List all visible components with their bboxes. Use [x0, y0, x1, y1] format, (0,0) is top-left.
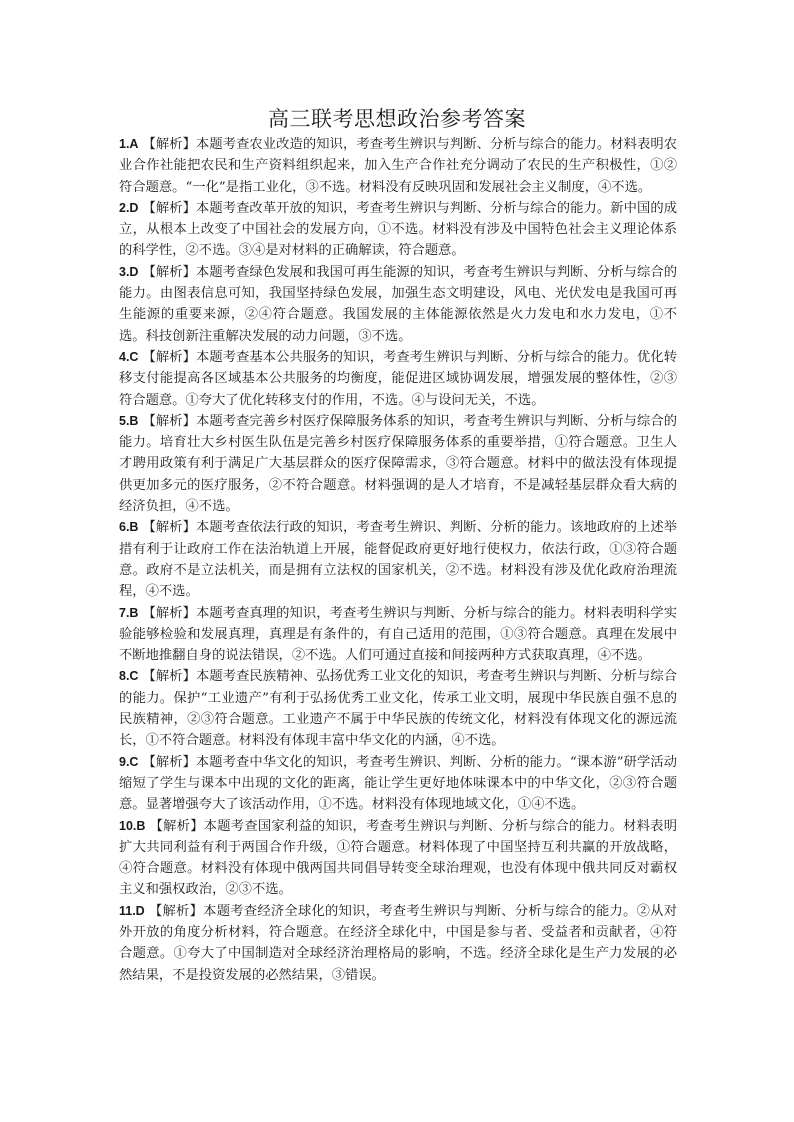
answer-number: 7.B: [119, 605, 139, 620]
answer-explanation: 【解析】本题考查中华文化的知识，考查考生辨识、判断、分析的能力。“课本游”研学活动缩短了学生与课本中出现的文化的距离，能让学生更好地体味课本中的中华文化，②③符合题意。显著增强夸大了该活动作用，①不选。材料没有体现地域文化，①④不选。: [119, 754, 677, 813]
answer-item-4: [119, 347, 677, 411]
answer-list: [119, 134, 677, 986]
answer-number: 3.D: [119, 264, 139, 279]
answer-item-10: [119, 816, 677, 901]
answer-explanation: 【解析】本题考查改革开放的知识，考查考生辨识与判断、分析与综合的能力。新中国的成立，从根本上改变了中国社会的发展方向，①不选。材料没有涉及中国特色社会主义理论体系的科学性，②不选。③④是对材料的正确解读，符合题意。: [119, 200, 677, 259]
answer-explanation: 【解析】本题考查农业改造的知识，考查考生辨识与判断、分析与综合的能力。材料表明农业合作社能把农民和生产资料组织起来，加入生产合作社充分调动了农民的生产积极性，①②符合题意。“一化”是指工业化，③不选。材料没有反映巩固和发展社会主义制度，④不选。: [119, 137, 677, 195]
answer-item-11: [119, 901, 677, 986]
answer-item-8: [119, 666, 677, 751]
answer-item-2: [119, 198, 677, 262]
answer-item-5: [119, 411, 677, 517]
answer-explanation: 【解析】本题考查绿色发展和我国可再生能源的知识，考查考生辨识与判断、分析与综合的能力。由图表信息可知，我国坚持绿色发展，加强生态文明建设，风电、光伏发电是我国可再生能源的重要来源，②④符合题意。我国发展的主体能源依然是火力发电和水力发电，①不选。科技创新注重解决发展的动力问题，③不选。: [119, 264, 677, 344]
answer-explanation: 【解析】本题考查完善乡村医疗保障服务体系的知识，考查考生辨识与判断、分析与综合的能力。培育壮大乡村医生队伍是完善乡村医疗保障服务体系的重要举措，①符合题意。卫生人才聘用政策有利于满足广大基层群众的医疗保障需求，③符合题意。材料中的做法没有体现提供更加多元的医疗服务，②不符合题意。材料强调的是人才培育，不是减轻基层群众看大病的经济负担，④不选。: [119, 413, 677, 515]
answer-item-1: [119, 134, 677, 198]
answer-explanation: 【解析】本题考查经济全球化的知识，考查考生辨识与判断、分析与综合的能力。②从对外开放的角度分析材料，符合题意。在经济全球化中，中国是参与者、受益者和贡献者，④符合题意。①夸大了中国制造对全球经济治理格局的影响，不选。经济全球化是生产力发展的必然结果，不是投资发展的必然结果，③错误。: [119, 903, 677, 983]
answer-number: 1.A: [119, 137, 139, 151]
answer-explanation: 【解析】本题考查真理的知识，考查考生辨识与判断、分析与综合的能力。材料表明科学实验能够检验和发展真理，真理是有条件的，有自己适用的范围，①③符合题意。真理在发展中不断地推翻自身的说法错误，②不选。人们可通过直接和间接两种方式获取真理，④不选。: [119, 605, 677, 664]
answer-number: 8.C: [119, 669, 139, 684]
answer-number: 4.C: [119, 349, 139, 364]
answer-item-6: [119, 517, 677, 602]
answer-explanation: 【解析】本题考查依法行政的知识，考查考生辨识、判断、分析的能力。该地政府的上述举措有利于让政府工作在法治轨道上开展，能督促政府更好地行使权力，依法行政，①③符合题意。政府不是立法机关，而是拥有立法权的国家机关，②不选。材料没有涉及优化政府治理流程，④不选。: [119, 520, 677, 600]
answer-number: 10.B: [119, 818, 146, 833]
answer-number: 2.D: [119, 200, 139, 215]
answer-number: 5.B: [119, 413, 139, 428]
answer-item-3: [119, 262, 677, 347]
answer-item-7: [119, 603, 677, 667]
answer-explanation: 【解析】本题考查民族精神、弘扬优秀工业文化的知识，考查考生辨识与判断、分析与综合的能力。保护“工业遗产”有利于弘扬优秀工业文化，传承工业文明，展现中华民族自强不息的民族精神，②③符合题意。工业遗产不属于中华民族的传统文化，材料没有体现文化的源远流长，①不符合题意。材料没有体现丰富中华文化的内涵，④不选。: [119, 669, 677, 749]
answer-explanation: 【解析】本题考查基本公共服务的知识，考查考生辨识与判断、分析与综合的能力。优化转移支付能提高各区域基本公共服务的均衡度，能促进区域协调发展，增强发展的整体性，②③符合题意。①夸大了优化转移支付的作用，不选。④与设问无关，不选。: [119, 349, 677, 408]
answer-number: 9.C: [119, 754, 139, 769]
answer-item-9: [119, 752, 677, 816]
answer-number: 11.D: [119, 903, 145, 918]
answer-number: 6.B: [119, 520, 139, 535]
answer-explanation: 【解析】本题考查国家利益的知识，考查考生辨识与判断、分析与综合的能力。材料表明扩大共同利益有利于两国合作升级，①符合题意。材料体现了中国坚持互利共赢的开放战略，④符合题意。材料没有体现中俄两国共同倡导转变全球治理观，也没有体现中俄共同反对霸权主义和强权政治，②③不选。: [119, 818, 677, 898]
page-title: 高三联考思想政治参考答案: [268, 107, 526, 131]
